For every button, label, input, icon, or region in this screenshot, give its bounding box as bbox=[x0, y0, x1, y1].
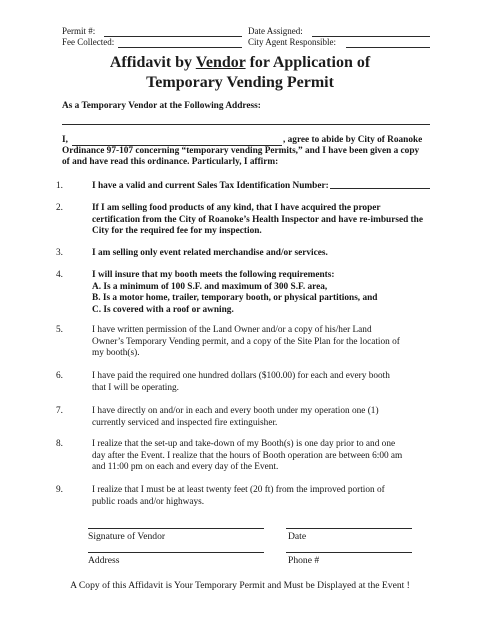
item-line: that I will be operating. bbox=[92, 382, 180, 393]
item-line: currently serviced and inspected fire extinguisher. bbox=[92, 417, 278, 428]
item-line: I have written permission of the Land Owner and/or a copy of his/her Land bbox=[92, 325, 372, 335]
address-prompt: As a Temporary Vendor at the Following Address: bbox=[62, 101, 261, 111]
item-line: certification from the City of Roanoke’s Health Inspector and have re-imbursed the bbox=[92, 214, 423, 225]
item-line: day after the Event. I realize that the hours of Booth operation are between 6:00 am bbox=[92, 450, 403, 461]
item-number: 6. bbox=[56, 371, 63, 381]
document-title-line1: Affidavit by Vendor for Application of bbox=[109, 54, 371, 71]
item-text bbox=[92, 406, 472, 429]
item-line: City for the required fee for my inspection. bbox=[92, 226, 262, 237]
city-agent-field[interactable] bbox=[346, 47, 430, 48]
item-number: 8. bbox=[56, 439, 63, 449]
vendor-signature-label: Signature of Vendor bbox=[88, 531, 166, 542]
permit-number-field[interactable] bbox=[104, 36, 242, 37]
item-line: I have paid the required one hundred dollars ($100.00) for each and every booth bbox=[92, 371, 390, 381]
item-number: 7. bbox=[56, 406, 63, 416]
item-text bbox=[92, 248, 472, 260]
item-text bbox=[92, 485, 472, 508]
intro-line1: , agree to abide by City of Roanoke bbox=[283, 135, 423, 145]
item-number: 3. bbox=[56, 248, 63, 258]
intro-i-label: I, bbox=[62, 135, 68, 145]
item-line: my booth(s). bbox=[92, 348, 140, 359]
item-line: I am selling only event related merchandise and/or services. bbox=[92, 248, 328, 258]
address-label: Address bbox=[88, 555, 120, 566]
intro-line2: Ordinance 97-107 concerning “temporary vending Permits,” and I have been given a copy bbox=[62, 146, 420, 156]
item-line: B. Is a motor home, trailer, temporary booth, or physical partitions, and bbox=[92, 293, 378, 304]
permit-number-label: Permit #: bbox=[62, 26, 96, 36]
item-text bbox=[92, 203, 472, 238]
city-agent-label: City Agent Responsible: bbox=[248, 37, 337, 47]
item-line: Owner’s Temporary Vending permit, and a copy of the Site Plan for the location of bbox=[92, 336, 400, 347]
item-line: If I am selling food products of any kind, that I have acquired the proper bbox=[92, 203, 381, 213]
date-line[interactable] bbox=[286, 528, 412, 529]
item-line: and 11:00 pm on each and every day of the Event. bbox=[92, 462, 279, 473]
item-number: 5. bbox=[56, 325, 63, 335]
phone-label: Phone # bbox=[288, 555, 320, 566]
document-title-line2: Temporary Vending Permit bbox=[146, 74, 334, 91]
fee-collected-label: Fee Collected: bbox=[62, 37, 115, 47]
address-field[interactable] bbox=[62, 124, 430, 125]
item-text bbox=[92, 439, 472, 474]
item-line: I realize that the set-up and take-down of my Booth(s) is one day prior to and one bbox=[92, 439, 396, 449]
item-number: 2. bbox=[56, 203, 63, 213]
item-line: I have directly on and/or in each and every booth under my operation one (1) bbox=[92, 406, 379, 416]
footer-notice: A Copy of this Affidavit is Your Temporary Permit and Must be Displayed at the Event ! bbox=[70, 580, 410, 591]
phone-line[interactable] bbox=[286, 552, 412, 553]
fee-collected-field[interactable] bbox=[118, 47, 242, 48]
item-text bbox=[92, 270, 472, 316]
item-line: A. Is a minimum of 100 S.F. and maximum of 300 S.F. area, bbox=[92, 281, 328, 292]
item-line: I have a valid and current Sales Tax Identification Number: bbox=[92, 181, 329, 191]
address-signature-line[interactable] bbox=[88, 552, 264, 553]
item-line: public roads and/or highways. bbox=[92, 496, 205, 507]
sales-tax-id-field[interactable] bbox=[330, 188, 430, 189]
item-line: I will insure that my booth meets the following requirements: bbox=[92, 270, 335, 280]
item-text bbox=[92, 181, 472, 193]
vendor-signature-line[interactable] bbox=[88, 528, 264, 529]
item-text bbox=[92, 371, 472, 394]
item-number: 4. bbox=[56, 270, 63, 280]
intro-line3: of and have read this ordinance. Particularly, I affirm: bbox=[62, 157, 279, 167]
item-number: 9. bbox=[56, 485, 63, 495]
date-assigned-label: Date Assigned: bbox=[248, 26, 303, 36]
item-line: I realize that I must be at least twenty feet (20 ft) from the improved portion of bbox=[92, 485, 385, 495]
vendor-underlined: Vendor bbox=[195, 54, 246, 71]
item-line: C. Is covered with a roof or awning. bbox=[92, 304, 234, 315]
item-text bbox=[92, 325, 472, 360]
date-label: Date bbox=[288, 531, 307, 542]
item-number: 1. bbox=[56, 181, 63, 191]
